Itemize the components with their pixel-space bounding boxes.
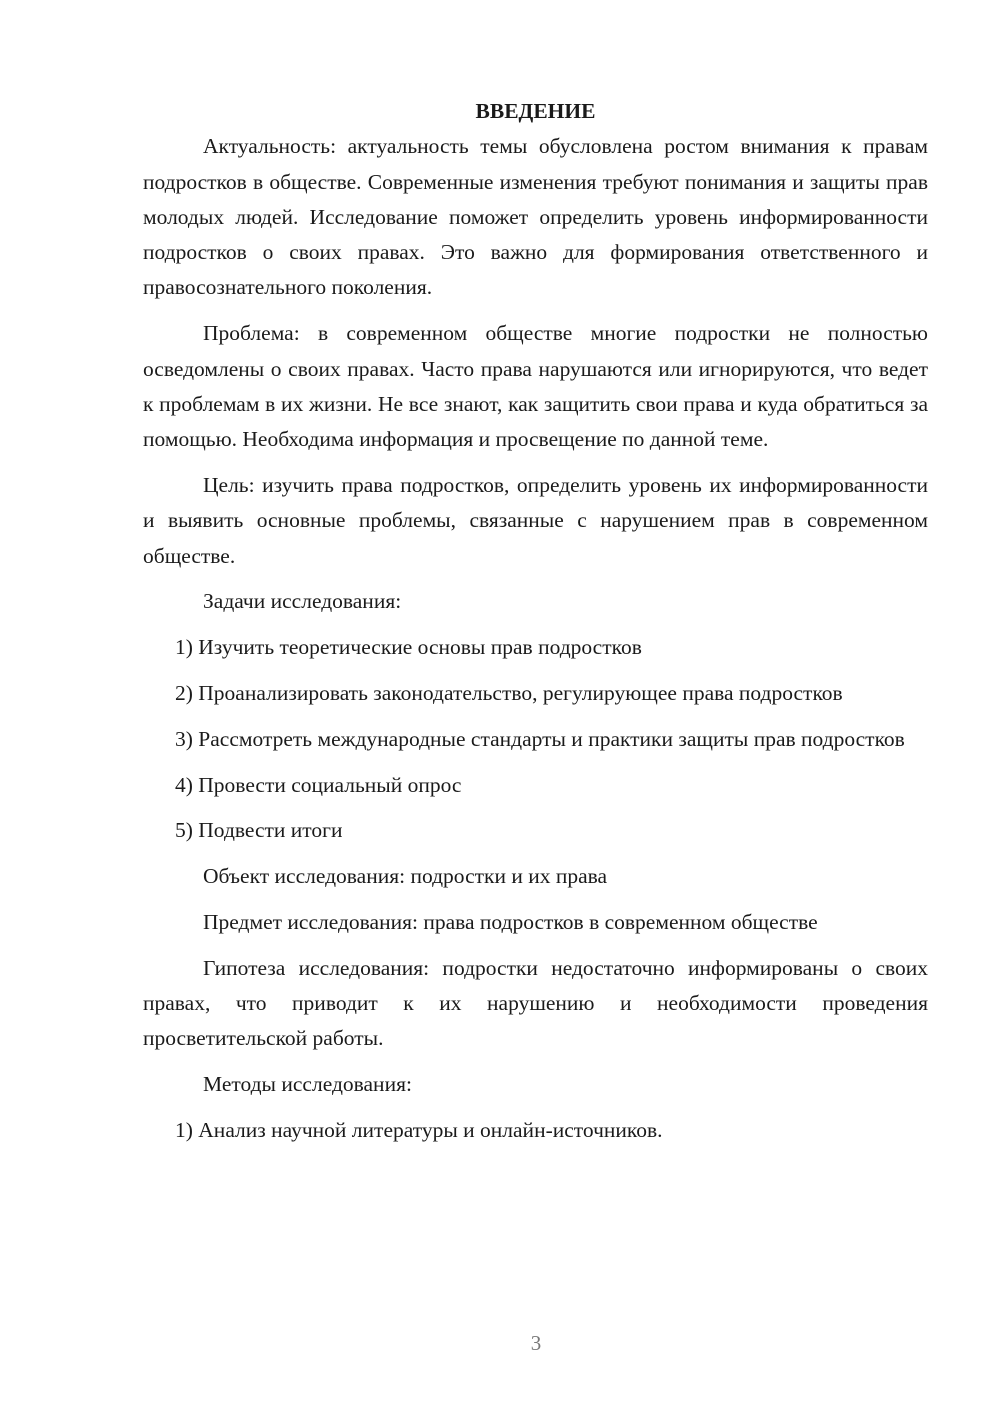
task-item-1: 1) Изучить теоретические основы прав подростков (175, 635, 642, 660)
tasks-heading: Задачи исследования: (203, 589, 402, 614)
paragraph-object: Объект исследования: подростки и их права (203, 864, 608, 889)
paragraph-problem: Проблема: в современном обществе многие подростки не полностью осведомлены о своих правах. Часто права нарушаются или игнорируются, что ведет к проблемам в их жизни. Не все знают, как защитить свои права и куда обратиться за помощью. Необходима информация и просвещение по данной теме. (143, 321, 928, 452)
page-content (143, 94, 928, 1159)
paragraph-hypothesis: Гипотеза исследования: подростки недостаточно информированы о своих правах, что приводит к их нарушению и необходимости проведения просветительской работы. (143, 955, 928, 1051)
task-item-5: 5) Подвести итоги (175, 818, 343, 843)
paragraph-subject: Предмет исследования: права подростков в современном обществе (203, 909, 818, 934)
task-item-3: 3) Рассмотреть международные стандарты и практики защиты прав подростков (175, 726, 905, 751)
task-item-4: 4) Провести социальный опрос (175, 772, 462, 797)
section-title: ВВЕДЕНИЕ (475, 99, 596, 123)
paragraph-goal: Цель: изучить права подростков, определить уровень их информированности и выявить основные проблемы, связанные с нарушением прав в современном обществе. (143, 472, 928, 568)
methods-heading: Методы исследования: (203, 1072, 412, 1097)
paragraph-relevance: Актуальность: актуальность темы обусловлена ростом внимания к правам подростков в обществе. Современные изменения требуют понимания и защиты прав молодых людей. Исследование поможет определить уровень информированности подростков о своих правах. Это важно для формирования ответственного и правосознательного поколения. (143, 134, 928, 300)
method-item-1: 1) Анализ научной литературы и онлайн-источников. (175, 1117, 663, 1142)
page-number: 3 (530, 1331, 542, 1355)
task-item-2: 2) Проанализировать законодательство, регулирующее права подростков (175, 680, 843, 705)
